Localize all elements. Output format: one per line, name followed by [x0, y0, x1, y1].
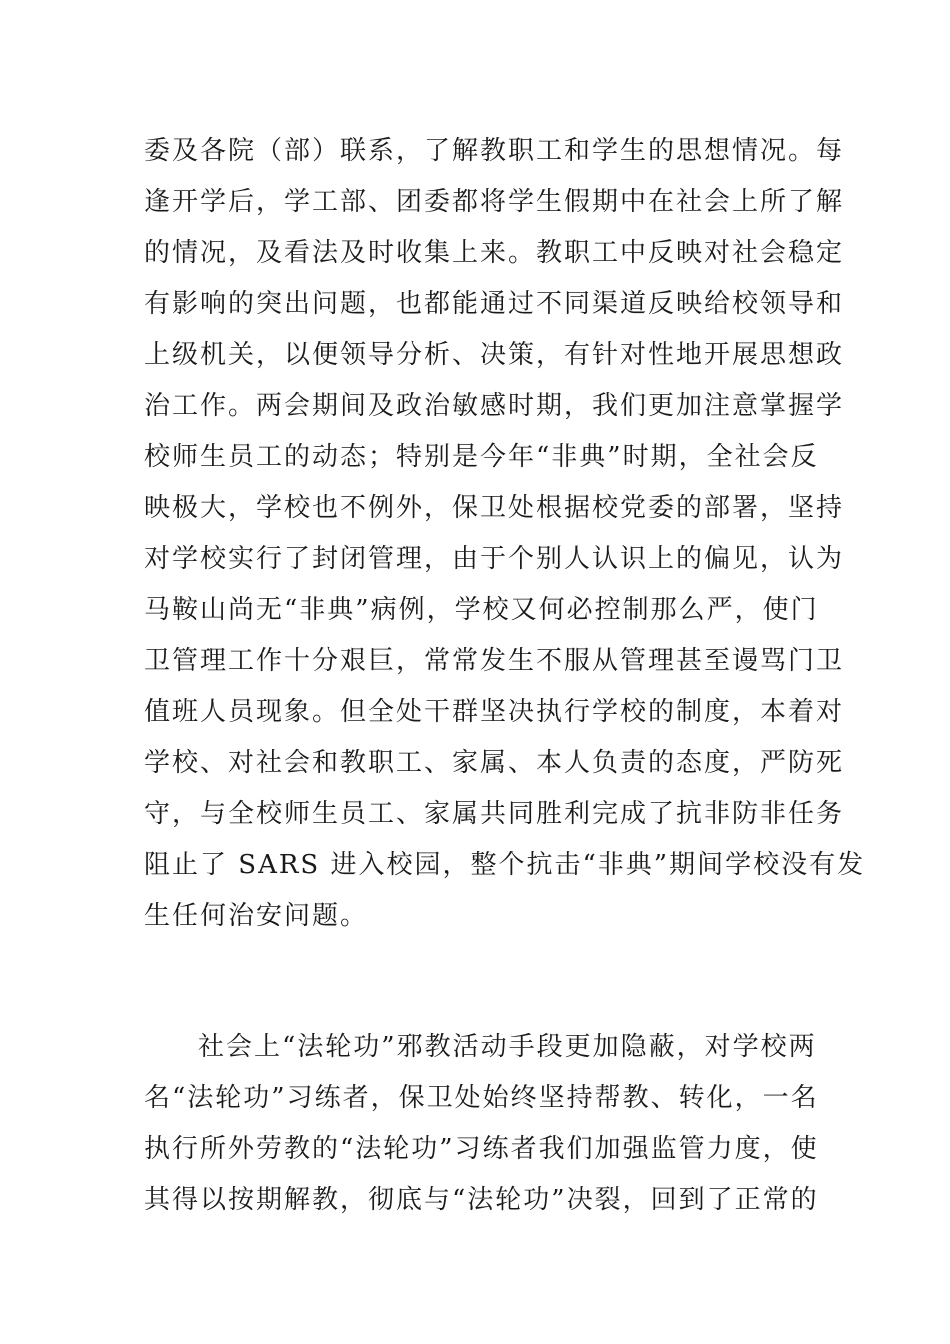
- text-line: 值班人员现象。但全处干群坚决执行学校的制度，本着对: [144, 697, 845, 727]
- paragraph-2: [144, 1022, 824, 1226]
- text-line: 守，与全校师生员工、家属共同胜利完成了抗非防非任务: [144, 799, 845, 829]
- text-line: 生任何治安问题。: [144, 901, 369, 931]
- text-line: 卫管理工作十分艰巨，常常发生不服从管理甚至谩骂门卫: [144, 646, 845, 676]
- text-line: 委及各院（部）联系，了解教职工和学生的思想情况。每: [144, 136, 845, 166]
- text-line: 上级机关，以便领导分析、决策，有针对性地开展思想政: [144, 340, 845, 370]
- text-line: 学校、对社会和教职工、家属、本人负责的态度，严防死: [144, 748, 845, 778]
- text-line: 马鞍山尚无“非典”病例，学校又何必控制那么严，使门: [144, 595, 819, 625]
- text-line: 治工作。两会期间及政治敏感时期，我们更加注意掌握学: [144, 391, 845, 421]
- text-line: 校师生员工的动态；特别是今年“非典”时期，全社会反: [144, 442, 819, 472]
- text-line: 映极大，学校也不例外，保卫处根据校党委的部署，坚持: [144, 493, 845, 523]
- text-line: 的情况，及看法及时收集上来。教职工中反映对社会稳定: [144, 238, 845, 268]
- text-line: 对学校实行了封闭管理，由于个别人认识上的偏见，认为: [144, 544, 845, 574]
- text-line: 逢开学后，学工部、团委都将学生假期中在社会上所了解: [144, 187, 845, 217]
- text-line: 阻止了 SARS 进入校园，整个抗击“非典”期间学校没有发: [144, 850, 866, 880]
- text-line: 其得以按期解教，彻底与“法轮功”决裂，回到了正常的: [144, 1185, 819, 1215]
- text-line: 社会上“法轮功”邪教活动手段更加隐蔽，对学校两: [198, 1032, 817, 1062]
- text-line: 执行所外劳教的“法轮功”习练者我们加强监管力度，使: [144, 1134, 819, 1164]
- text-line: 有影响的突出问题，也都能通过不同渠道反映给校领导和: [144, 289, 845, 319]
- text-line: 名“法轮功”习练者，保卫处始终坚持帮教、转化，一名: [144, 1083, 819, 1113]
- paragraph-1: [144, 126, 866, 942]
